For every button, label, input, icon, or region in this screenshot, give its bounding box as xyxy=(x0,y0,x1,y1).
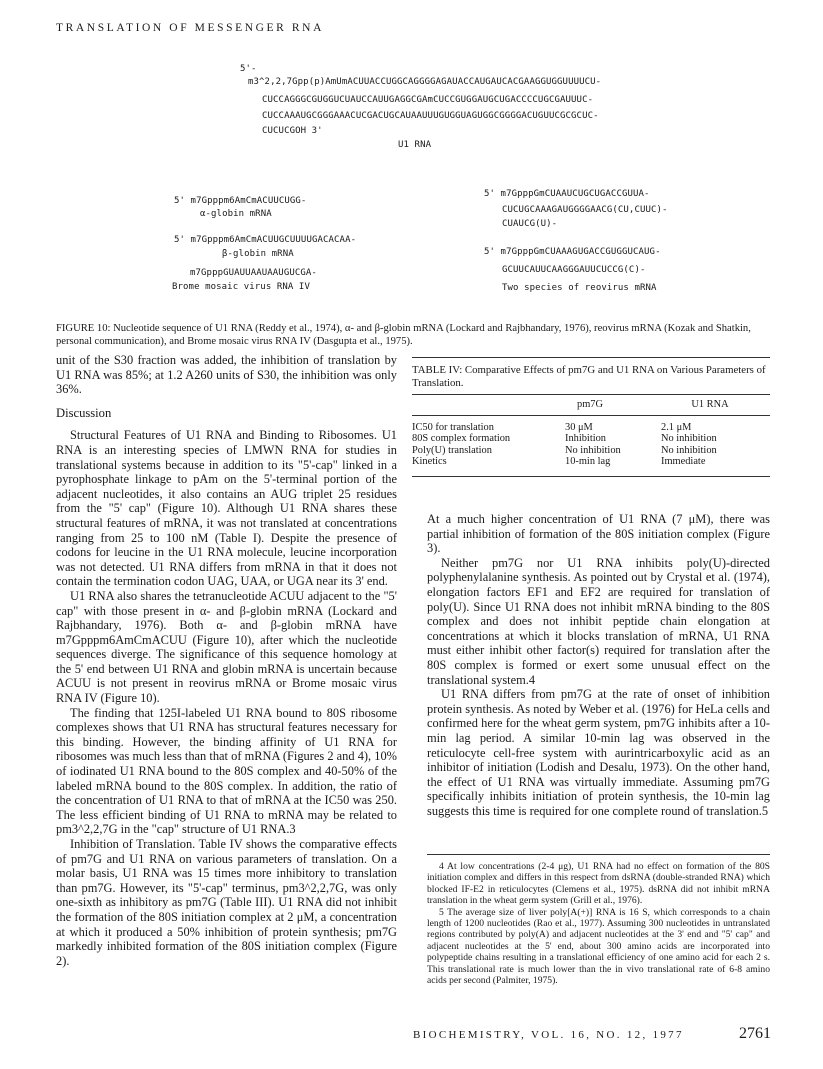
brome-mosaic-sequence: m7GpppGUAUUAAUAAUGUCGA- xyxy=(190,268,317,278)
u1-sequence-line: CUCCAGGGCGUGGUCUAUCCAUUGAGGCGAmCUCCGUGGAUGCUGACCCCUGCGAUUUC- xyxy=(262,95,594,105)
table-cell: Poly(U) translation xyxy=(412,444,492,456)
u1-rna-label: U1 RNA xyxy=(398,140,432,150)
journal-footer: BIOCHEMISTRY, VOL. 16, NO. 12, 1977 xyxy=(413,1029,684,1041)
table-iv xyxy=(412,357,770,477)
table-rule xyxy=(412,476,770,477)
table-cell: Kinetics xyxy=(412,456,447,468)
beta-globin-sequence: 5' m7Gpppm6AmCmACUUGCUUUUGACACAA- xyxy=(174,235,357,245)
table-cell: IC50 for translation xyxy=(412,421,494,433)
table-cell: 10-min lag xyxy=(565,456,611,468)
body-paragraph: At a much higher concentration of U1 RNA (7 μM), there was partial inhibition of formation of the 80S initiation complex (Figure 3). xyxy=(427,512,770,556)
table-cell: Immediate xyxy=(661,456,706,468)
table-rule xyxy=(412,415,770,416)
table-header: U1 RNA xyxy=(691,399,729,410)
table-row xyxy=(412,422,770,434)
body-paragraph: Structural Features of U1 RNA and Binding to Ribosomes. U1 RNA is an interesting species of LMWN RNA for studies in translational systems because in addition to its "5'-cap" linked in a pyrophosphate linkage to pAm on the 5'-terminal portion of the adjacent nucleotides, it also contains an AUG triplet 25 residues from the "5' cap" (Figure 10). Although U1 RNA shares these structural features of mRNA, it was not translated at concentrations ranging from 25 to 100 nM (Table I). Despite the presence of codons for leucine in the U1 RNA molecule, leucine incorporation was not detected. U1 RNA differs from mRNA in that it does not contain the termination codon UAG, UAA, or UGA near its 3' end. xyxy=(56,428,397,589)
footnotes xyxy=(427,861,770,986)
reovirus-sequence: GCUUCAUUCAAGGGAUUCUCCG(C)- xyxy=(502,265,646,275)
table-cell: 80S complex formation xyxy=(412,433,511,445)
table-row xyxy=(412,445,770,457)
table-rule xyxy=(412,394,770,395)
reovirus-label: Two species of reovirus mRNA xyxy=(502,283,657,293)
reovirus-sequence: CUAUCG(U)- xyxy=(502,219,558,229)
alpha-globin-sequence: 5' m7Gpppm6AmCmACUUCUGG- xyxy=(174,196,307,206)
alpha-globin-label: α-globin mRNA xyxy=(200,209,272,219)
footnote-rule xyxy=(427,854,770,855)
table-rule xyxy=(412,357,770,358)
table-cell: 2.1 μM xyxy=(661,421,692,433)
left-column xyxy=(56,353,397,968)
table-cell: No inhibition xyxy=(661,433,717,445)
table-header xyxy=(412,399,530,411)
reovirus-sequence: 5' m7GpppGmCUAAUCUGCUGACCGUUA- xyxy=(484,189,650,199)
section-heading: Discussion xyxy=(56,405,112,420)
body-paragraph: U1 RNA also shares the tetranucleotide ACUU adjacent to the "5' cap" with those present in α- and β-globin mRNA (Lockard and Rajbhandary, 1976). Both α- and β-globin mRNA have m7Gpppm6AmCmACUU (Figure 10), after which the nucleotide sequences diverge. The significance of this sequence homology at the 5' end between U1 RNA and globin mRNA is uncertain because ACUU is not present in reovirus mRNA or Brome mosaic virus RNA IV (Figure 10). xyxy=(56,588,397,706)
footnote: 4 At low concentrations (2-4 μg), U1 RNA had no effect on formation of the 80S initiation complex and differs in this respect from dsRNA (double-stranded RNA) which blocked IF-E2 in reticulocytes (Clemens et al., 1975). dsRNA did not inhibit mRNA translation in the wheat germ system (Grill et al., 1976). xyxy=(427,861,770,907)
table-title: TABLE IV: Comparative Effects of pm7G and U1 RNA on Various Parameters of Translation. xyxy=(412,364,766,389)
body-paragraph: Neither pm7G nor U1 RNA inhibits poly(U)-directed polyphenylalanine synthesis. As pointed out by Crystal et al. (1974), elongation factors EF1 and EF2 are required for translation of poly(U). Since U1 RNA does not inhibit mRNA binding to the 80S complex and does not inhibit peptide chain elongation at concentrations at which it blocks translation of mRNA, U1 RNA must either inhibit other factor(s) required for translation after the 80S complex is formed or exert some unusual effect on the translational system.4 xyxy=(427,555,770,687)
beta-globin-label: β-globin mRNA xyxy=(222,249,294,259)
body-paragraph: U1 RNA differs from pm7G at the rate of onset of inhibition protein synthesis. As noted by Weber et al. (1976) for HeLa cells and confirmed here for the wheat germ system, pm7G inhibits after a 10-min lag period. A similar 10-min lag was observed in the reticulocyte cell-free system with aurintricarboxylic acid as an inhibitor of initiation (Lodish and Desalu, 1973). On the other hand, the effect of U1 RNA was virtually immediate. Assuming pm7G specifically inhibits initiation of protein synthesis, the 10-min lag suggests this time is required for one complete round of translation.5 xyxy=(427,687,770,818)
table-cell: No inhibition xyxy=(565,444,621,456)
u1-sequence-line: CUCUCGOH 3' xyxy=(262,126,323,136)
reovirus-sequence: CUCUGCAAAGAUGGGGAACG(CU,CUUC)- xyxy=(502,205,668,215)
body-paragraph: unit of the S30 fraction was added, the inhibition of translation by U1 RNA was 85%; at 1.2 A260 units of S30, the inhibition was only 36%. xyxy=(56,353,397,397)
u1-five-prime: 5'- xyxy=(240,64,257,74)
right-column xyxy=(427,512,770,818)
body-paragraph: The finding that 125I-labeled U1 RNA bound to 80S ribosome complexes shows that U1 RNA has structural features necessary for this binding. However, the binding affinity of U1 RNA for ribosomes was much less than that of mRNA (Figures 2 and 4), 10% of iodinated U1 RNA bound to the 80S complex and 40-50% of the labeled mRNA bound to the 80S complex. In addition, the ratio of the concentration of U1 RNA to that of mRNA at the IC50 was 250. The less efficient binding of U1 RNA to mRNA may be related to pm3^2,2,7G in the "cap" structure of U1 RNA.3 xyxy=(56,705,397,837)
body-paragraph: Inhibition of Translation. Table IV shows the comparative effects of pm7G and U1 RNA on various parameters of translation. On a molar basis, U1 RNA was 15 times more inhibitory to translation than pm7G. However, its "5'-cap" terminus, pm3^2,2,7G, was only one-sixth as inhibitory as pm7G (Table III). U1 RNA did not inhibit the formation of the 80S initiation complex at 2 μM, a concentration at which it produced a 50% inhibition of protein synthesis; pm7G markedly inhibited formation of the 80S initiation complex (Figure 2). xyxy=(56,837,397,968)
footnote: 5 The average size of liver poly[A(+)] RNA is 16 S, which corresponds to a chain length of 1200 nucleotides (Rao et al., 1977). Assuming 300 nucleotides in untranslated regions contributed by poly(A) and adjacent nucleotides at the 3' end and "5' cap" and adjacent nucleotides at the 5' end, about 300 amino acids are incorporated into polypeptide chains resulting in a translational efficiency of one amino acid for each 2 s. This translational rate is much lower than the in vivo translational rate of 6-8 amino acids per second (Palmiter, 1975). xyxy=(427,906,770,987)
table-cell: 30 μM xyxy=(565,421,593,433)
u1-sequence-line: m3^2,2,7Gpp(p)AmUmACUUACCUGGCAGGGGAGAUACCAUGAUCACGAAGGUGGUUUUCU- xyxy=(248,77,602,87)
running-header: TRANSLATION OF MESSENGER RNA xyxy=(56,22,324,34)
table-body xyxy=(412,422,770,468)
brome-mosaic-label: Brome mosaic virus RNA IV xyxy=(172,282,310,292)
figure-caption: FIGURE 10: Nucleotide sequence of U1 RNA (Reddy et al., 1974), α- and β-globin mRNA (Lockard and Rajbhandary, 1976), reovirus mRNA (Kozak and Shatkin, personal communication), and Brome mosaic virus RNA IV (Dasgupta et al., 1975). xyxy=(56,323,751,347)
u1-sequence-line: CUCCAAAUGCGGGAAACUCGACUGCAUAAUUUGUGGUAGUGGCGGGGACUGUUCGCGCUC- xyxy=(262,111,599,121)
table-header: pm7G xyxy=(577,399,603,410)
table-cell: No inhibition xyxy=(661,444,717,456)
reovirus-sequence: 5' m7GpppGmCUAAAGUGACCGUGGUCAUG- xyxy=(484,247,661,257)
table-cell: Inhibition xyxy=(565,433,606,445)
table-row xyxy=(412,433,770,445)
page-number: 2761 xyxy=(739,1025,771,1042)
table-header-row xyxy=(412,399,770,411)
table-row xyxy=(412,456,770,468)
